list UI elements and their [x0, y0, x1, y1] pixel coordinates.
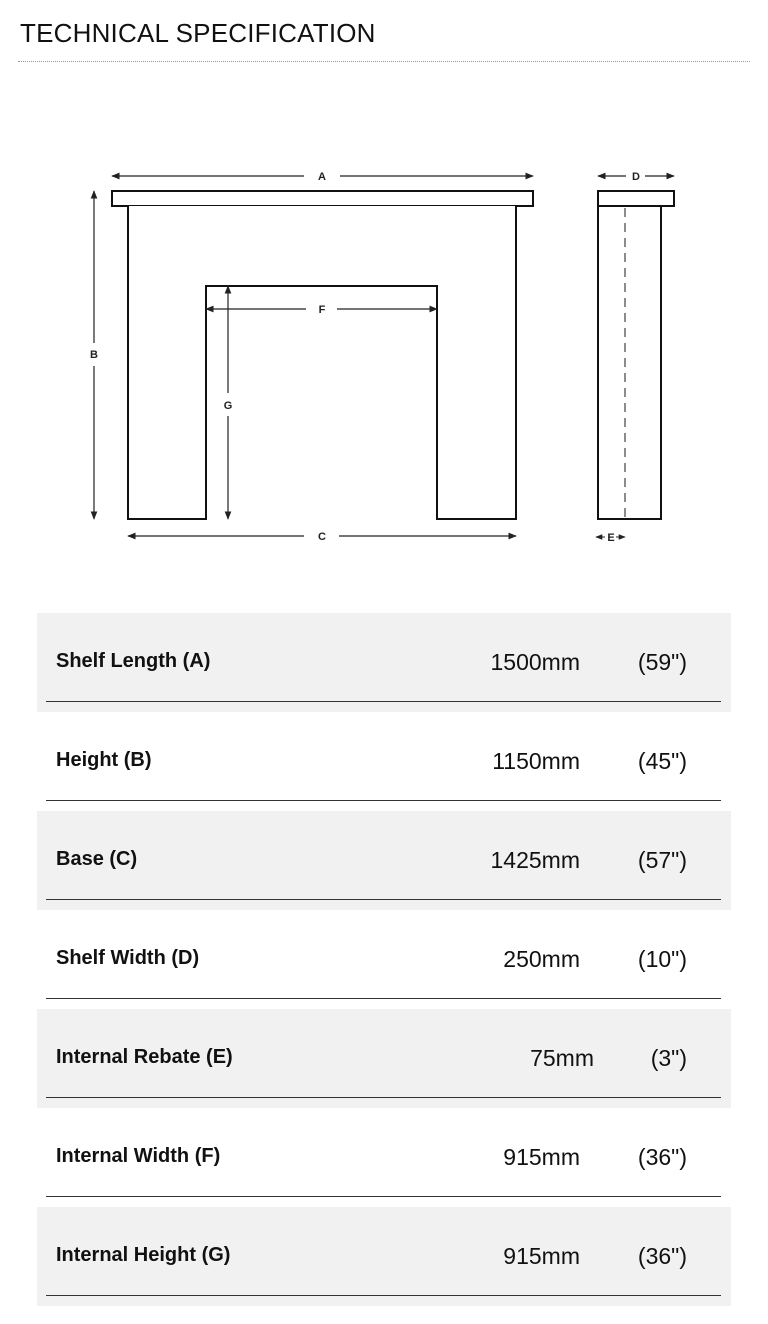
- spec-label: Base (C): [56, 848, 138, 870]
- spec-row: [37, 811, 731, 910]
- side-shelf: [598, 191, 674, 206]
- row-divider: [46, 1295, 721, 1296]
- spec-label: Shelf Length (A): [56, 650, 211, 672]
- spec-value-mm: 915mm: [503, 1144, 580, 1170]
- spec-value-inches: (59"): [637, 649, 687, 675]
- spec-value-inches: (57"): [637, 847, 687, 873]
- row-divider: [46, 800, 721, 801]
- spec-label: Height (B): [56, 749, 152, 771]
- side-body: [598, 206, 661, 519]
- page-title: TECHNICAL SPECIFICATION: [20, 18, 376, 48]
- row-divider: [46, 701, 721, 702]
- spec-value-inches: (36"): [637, 1144, 687, 1170]
- title-divider: [18, 61, 750, 62]
- dimension-c-label: C: [318, 531, 326, 543]
- row-divider: [46, 1097, 721, 1098]
- spec-value-inches: (36"): [637, 1243, 687, 1269]
- dimension-d-label: D: [632, 171, 640, 183]
- spec-row: [37, 1207, 731, 1306]
- spec-row: [37, 613, 731, 712]
- spec-value-inches: (10"): [637, 946, 687, 972]
- spec-label: Internal Height (G): [56, 1244, 231, 1266]
- spec-value-mm: 915mm: [503, 1243, 580, 1269]
- dimension-b-label: B: [90, 349, 98, 361]
- spec-row: [37, 1009, 731, 1108]
- spec-label: Internal Rebate (E): [56, 1046, 233, 1068]
- front-shelf: [112, 191, 533, 206]
- row-divider: [46, 1196, 721, 1197]
- row-divider: [46, 998, 721, 999]
- spec-value-inches: (45"): [637, 748, 687, 774]
- spec-label: Internal Width (F): [56, 1145, 221, 1167]
- spec-row: [37, 1108, 731, 1207]
- spec-value-mm: 75mm: [530, 1045, 594, 1071]
- spec-row: [37, 712, 731, 811]
- spec-value-inches: (3"): [650, 1045, 687, 1071]
- spec-value-mm: 250mm: [503, 946, 580, 972]
- spec-value-mm: 1425mm: [490, 847, 580, 873]
- spec-value-mm: 1500mm: [490, 649, 580, 675]
- spec-label: Shelf Width (D): [56, 947, 200, 969]
- row-divider: [46, 899, 721, 900]
- fireplace-dimension-diagram: [0, 150, 768, 570]
- spec-row: [37, 910, 731, 1009]
- specification-table: [37, 613, 731, 1306]
- dimension-e-label: E: [607, 532, 615, 544]
- dimension-f-label: F: [318, 304, 326, 316]
- dimension-g-label: G: [223, 400, 233, 412]
- front-surround: [128, 206, 516, 519]
- dimension-a-label: A: [318, 171, 326, 183]
- spec-value-mm: 1150mm: [492, 748, 580, 774]
